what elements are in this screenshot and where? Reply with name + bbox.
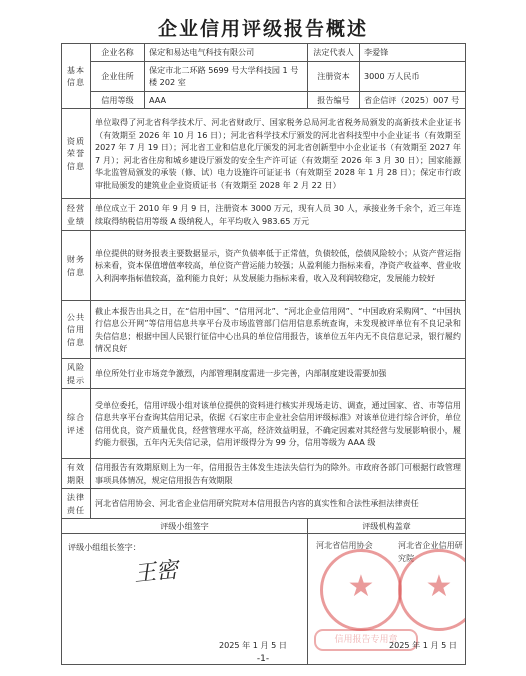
seal2-label: 河北省企业信用研究院 (398, 540, 463, 563)
sign-header-left: 评级小组签字 (62, 519, 307, 534)
section-finance: 财务信息 (62, 231, 91, 301)
section-liability: 法律责任 (62, 489, 91, 519)
company-name: 保定和易达电气科技有限公司 (145, 44, 308, 62)
seal-icon-2: ★ (398, 549, 466, 631)
seal-band-stamp: 信用报告专用章 (314, 629, 418, 651)
legal-rep-label: 法定代表人 (308, 44, 360, 62)
signature-left (62, 519, 308, 665)
address: 保定市北二环路 5699 号大学科技园 1 号楼 202 室 (145, 61, 308, 91)
handwritten-signature: 王密 (132, 557, 180, 588)
seal-icon: ★ (320, 549, 402, 631)
seal1-label: 河北省信用协会 (316, 540, 373, 550)
section-overall: 综合评述 (62, 389, 91, 459)
left-date: 2025 年 1 月 5 日 (218, 640, 287, 650)
signature-right (308, 519, 466, 665)
section-basic: 基本信息 (62, 44, 91, 109)
leader-label: 评级小组组长签字： (68, 542, 141, 552)
legal-rep: 李爱锋 (360, 44, 466, 62)
risk-text: 单位所处行业市场竞争激烈，内部管理制度需进一步完善，内部制度建设需要加强 (91, 359, 466, 389)
report-no-label: 报告编号 (308, 91, 360, 109)
company-name-label: 企业名称 (91, 44, 145, 62)
section-public: 公共信用信息 (62, 301, 91, 359)
section-risk: 风险提示 (62, 359, 91, 389)
capital: 3000 万人民币 (360, 61, 466, 91)
section-validity: 有效期限 (62, 459, 91, 489)
page-number: -1- (256, 654, 270, 664)
overall-text: 受单位委托，信用评级小组对该单位提供的资料进行核实并现场走访、调查，通过国家、省、市等信用信息共享平台查询其信用记录，依据《石家庄市企业社会信用评级标准》对该单位进行综合评价，单位信用优良，资产质量优良，经营管理水平高，经济效益明显，不确定因素对其经营与发展影响很小，履约能力很强，五年内无失信记录，信用评级得分为 99 分，信用等级为 AAA 级 (91, 389, 466, 459)
credit-grade: AAA (145, 91, 308, 109)
sign-header-right: 评级机构盖章 (308, 519, 465, 534)
report-table (61, 43, 466, 665)
liability-text: 河北省信用协会、河北省企业信用研究院对本信用报告内容的真实性和合法性承担法律责任 (91, 489, 466, 519)
address-label: 企业住所 (91, 61, 145, 91)
page-title: 企业信用评级报告概述 (157, 18, 368, 40)
capital-label: 注册资本 (308, 61, 360, 91)
section-operation: 经营业绩 (62, 199, 91, 231)
section-honors: 资质荣誉信息 (62, 109, 91, 199)
public-text: 截止本报告出具之日，在“信用中国”、“信用河北”、“河北企业信用网”、“中国政府采购网”、“中国执行信息公开网”等信用信息共享平台及市场监管部门信用信息系统查询，未发现被评单位有不良记录和失信信息；根据中国人民银行征信中心出具的单位信用报告，该单位五年内无不良信息记录，银行履约情况良好 (91, 301, 466, 359)
honors-text: 单位取得了河北省科学技术厅、河北省财政厅、国家税务总局河北省税务局颁发的高新技术企业证书（有效期至 2026 年 10 月 16 日）；河北省科学技术厅颁发的河北省科技型中小企业证书（有效期至 2027 年 7 月 19 日）；河北省工业和信息化厅颁发的河北省创新型中小企业证书（有效期至 2027 年 7 月）；河北省住房和城乡建设厅颁发的安全生产许可证（有效期至 2026 年 3 月 30 日）；国家能源华北监管局颁发的承装（修、试）电力设施许可证证书（有效期至 2028 年 1 月 28 日）；保定市行政审批局颁发的建筑业企业资质证书（有效期至 2028 年 2 月 22 日） (91, 109, 466, 199)
operation-text: 单位成立于 2010 年 9 月 9 日，注册资本 3000 万元，现有人员 30 人，承接业务千余个，近三年连续取得纳税信用等级 A 级纳税人，年平均收入 983.65 万元 (91, 199, 466, 231)
validity-text: 信用报告有效期原则上为一年，信用报告主体发生违法失信行为的除外。市政府各部门可根据行政管理事项具体情况，规定信用报告有效期限 (91, 459, 466, 489)
report-no: 省企信评（2025）007 号 (360, 91, 466, 109)
right-date: 2025 年 1 月 5 日 (388, 640, 457, 650)
grade-label: 信用等级 (91, 91, 145, 109)
finance-text: 单位提供的财务报表主要数据显示，资产负债率低于正常值，负债较低，偿债风险较小；从资产营运指标来看，资本保值增值率较高，单位资产营运能力较强；从盈利能力指标来看，净资产收益率、营业收入利润率指标值较高，盈利能力良好；从发展能力指标来看，收入及利润较稳定，发展能力较好 (91, 231, 466, 301)
